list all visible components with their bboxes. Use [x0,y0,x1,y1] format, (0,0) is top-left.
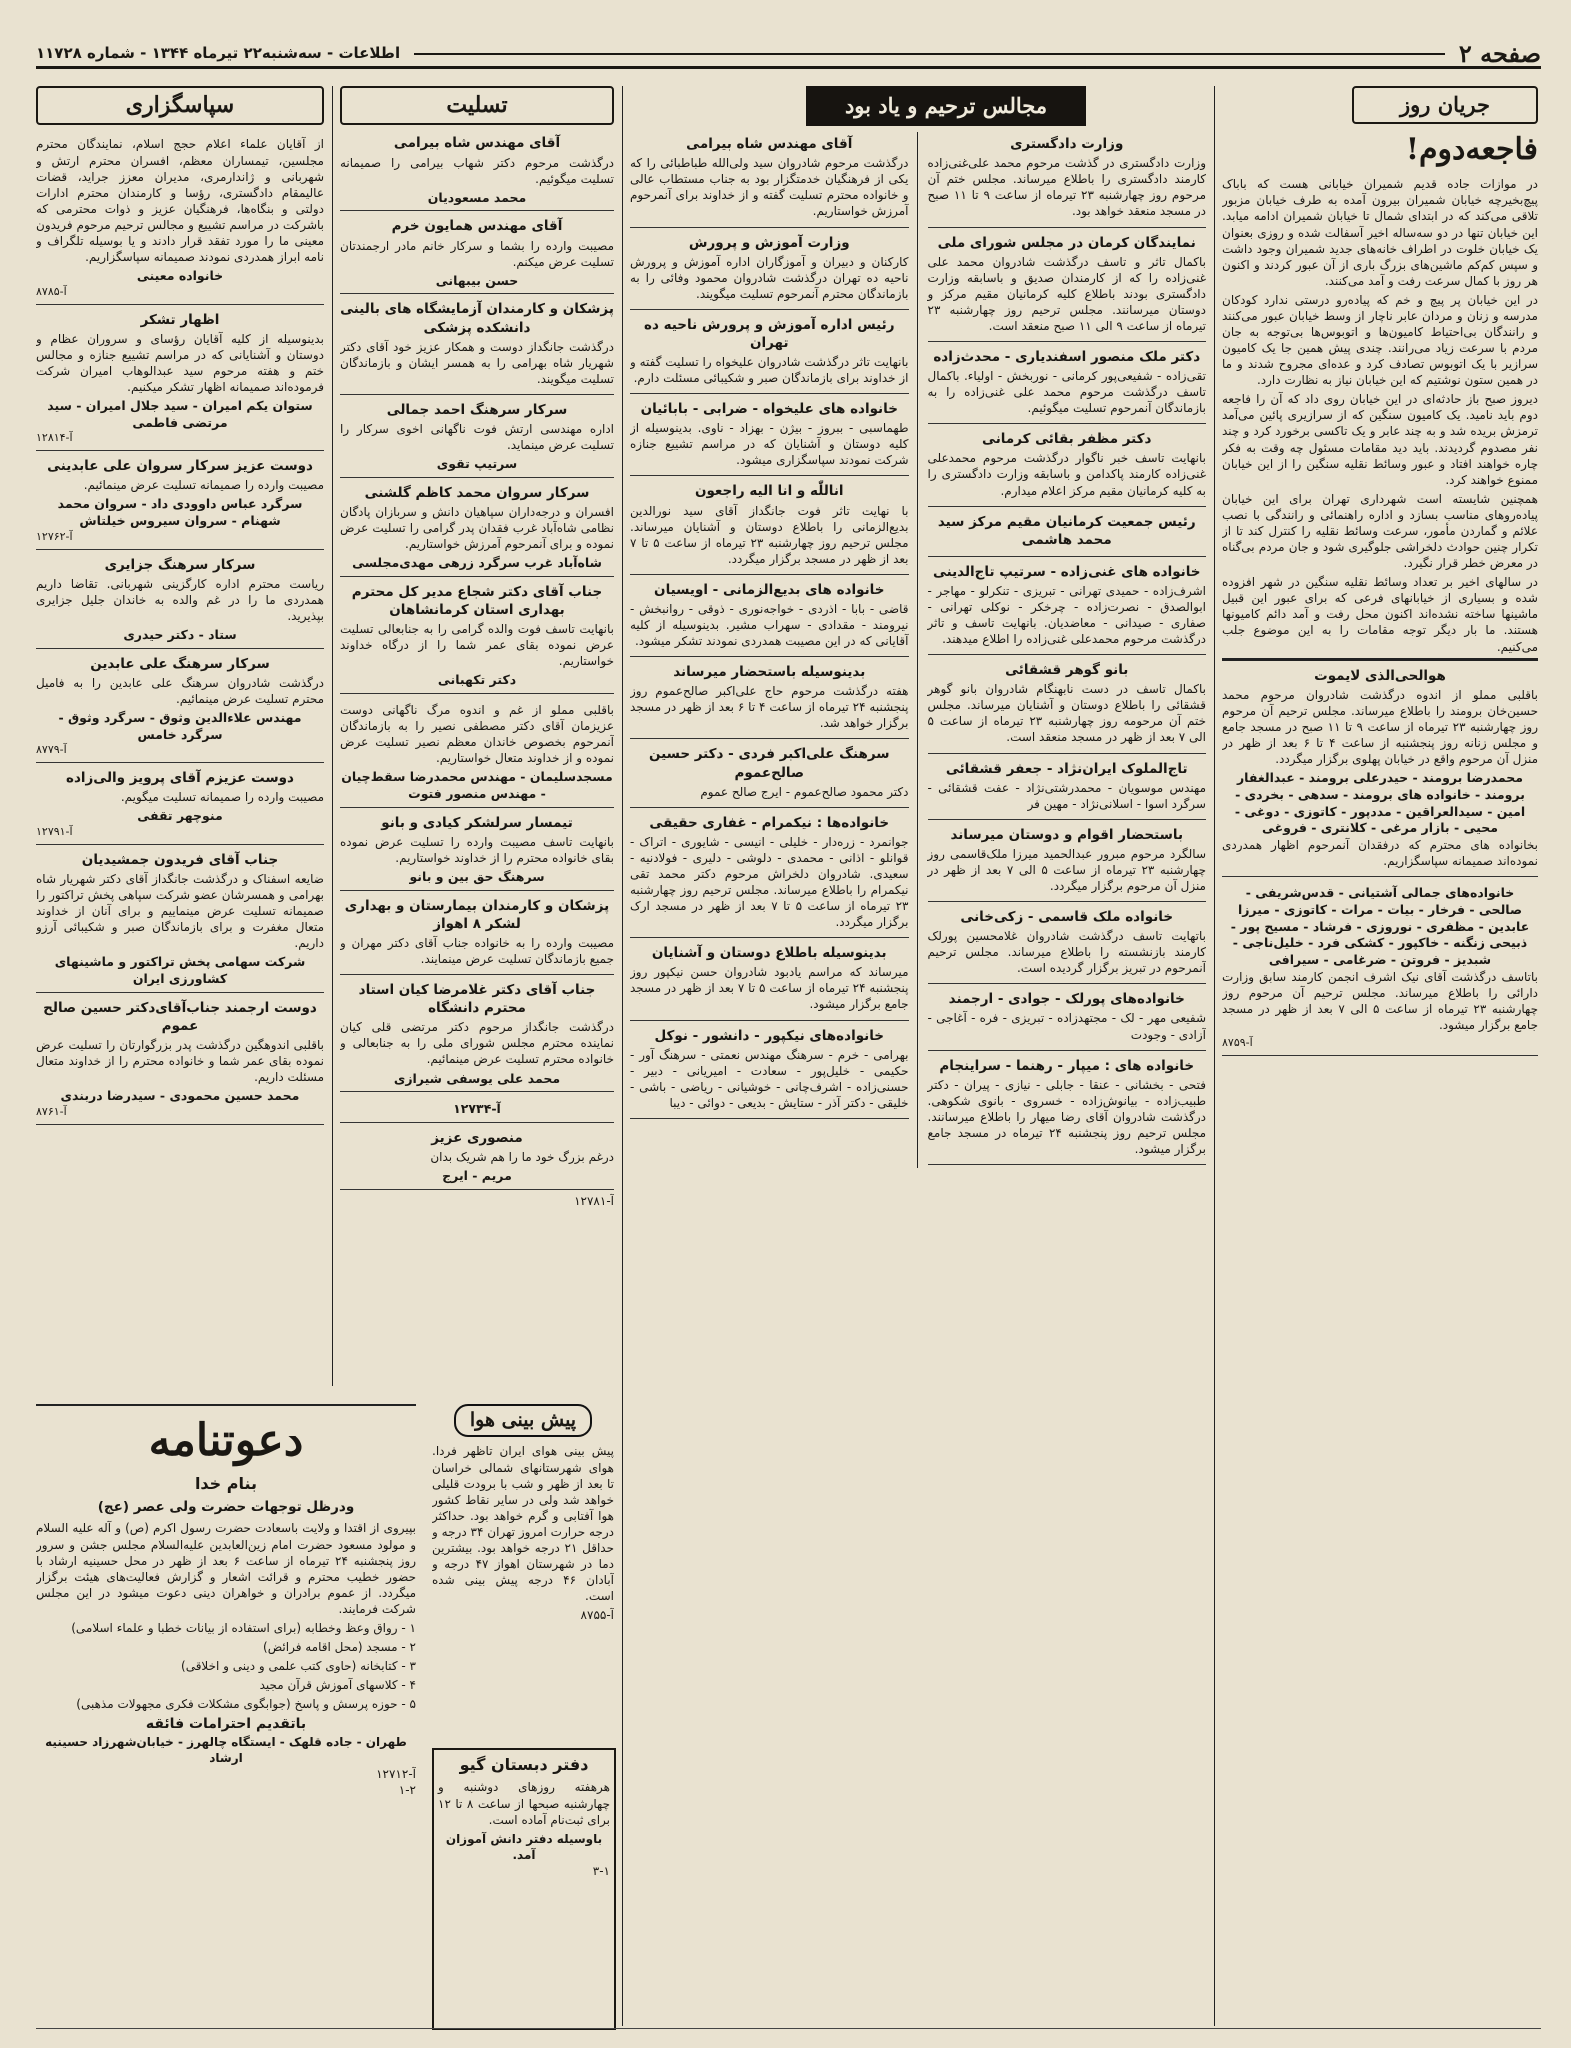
entry-text: بانهایت تاسف فوت والده گرامی را به جنابعالی تسلیت عرض نموده بقای عمر شما را از درگاه خداوند خواستاریم. [340,622,614,669]
weather-forecast [432,1404,614,1734]
memorial-entry [928,1054,1207,1165]
condolence-entry [340,398,614,478]
condolence-entry [340,978,614,1092]
entry-title: نمایندگان کرمان در مجلس شورای ملی [937,234,1196,251]
thanks-entry [36,553,324,649]
entry-signature: محمد حسین محمودی - سیدرضا دربندی [60,1088,300,1104]
entry-title: پزشکان و کارمندان بیمارستان و بهداری لشکر ۸ اهواز [344,897,610,932]
memorial-entry [928,905,1207,984]
entry-title: دوست ارجمند جناب‌آقای‌دکتر حسین صالح عموم [43,999,317,1034]
editorial-headline: فاجعه‌دوم! [1405,132,1538,168]
weather-text: پیش بینی هوای ایران تاظهر فردا. هوای شهرستانهای شمالی خراسان تا بعد از ظهر و شب با برودت قلیلی خواهد شد ولی در سایر نقاط کشور هوا آفتابی و گرم خواهد بود. حداکثر درجه حرارت امروز تهران ۳۴ درجه و حداقل ۲۱ درجه خواهد بود. بیشترین دما در شهرستان اهواز ۴۷ درجه و آبادان ۴۶ درجه پیش بینی شده است. [432,1444,614,1604]
memorial-entry [630,660,909,739]
editorial-paragraph: در سالهای اخیر بر تعداد وسائط نقلیه سنگین در شهر افزوده شده و بسیاری از خیابانهای فرعی که برای عبور این قبیل ماشینها ساخته نشده‌اند اکنون محل رفت و آمد دائم کامیونها هستند. ما بار دیگر توجه مقامات را به این موضوع جلب می‌کنیم. [1222,575,1538,654]
entry-text: بانهایت تاسف مصیبت وارده را تسلیت عرض نموده بقای خانواده محترم را از خداوند خواستاریم. [340,834,614,865]
entry-text: باقلبی مملو از غم و اندوه مرگ ناگهانی دوست عزیزمان آقای دکتر مصطفی نصیر را به بازماندگان آنمرحوم بخصوص خاندان معظم نصیر تسلیت عرض نموده و از خداوند متعال خواستاریم. [340,703,614,766]
entry-signature: منوچهر تقفی [137,808,223,824]
memorial-entry [630,742,909,807]
ad-code: آ-۱۲۷۱۲ [376,1767,416,1782]
entry-signature: خانواده معینی [136,268,224,284]
condolence-entry [340,1126,614,1190]
page-masthead [36,40,1541,69]
invitation-list-item: ۲ - مسجد (محل اقامه فرائض) [263,1640,416,1655]
page-number: صفحه ۲ [1458,38,1541,68]
entry-text: جوانمرد - زره‌دار - خلیلی - انیسی - شایوری - اتراک - قوانلو - اذانی - محمدی - دلوشی - دلیری - فولادنیه - سعیدی. شادروان دلخراش مرحوم دکتر محمد تقی نیکمرام را باطلاع میرساند. مجلس ترحیم روز چهارشنبه ۲۳ تیرماه از ساعت ۵ تا ۷ بعد از ظهر در مسجد ارک برگزار میگردد. [630,834,909,930]
weather-title: پیش بینی هوا [454,1404,592,1437]
ad-code: آ-۸۷۵۹ [1222,1036,1253,1050]
memorial-entry [928,823,1207,902]
entry-text: با نهایت تاثر فوت جانگداز آقای سید نورالدین بدیع‌الزمانی را باطلاع دوستان و آشنایان میرساند. مجلس ترحیم روز چهارشنبه ۲۳ تیرماه از ساعت ۵ تا ۷ بعد از ظهر در مسجد برگزار میگردد. [630,503,909,566]
ad-text: هرهفته روزهای دوشنبه و چهارشنبه صبحها از ساعت ۸ تا ۱۲ برای ثبت‌نام آماده است. [438,1780,610,1827]
entry-text: اشرف‌زاده - حمیدی تهرانی - تبریزی - تنکرلو - مهاجر - ابوالصدق - نصرت‌زاده - چرخکر - نوکلی تهرانی - صفاری - صیدانی - معاضدیان. بانهایت تاسف و تاثر درگذشت مرحوم محمدعلی غنی‌زاده را اطلاع میدهند. [927,583,1206,647]
memorial-entry [630,811,909,939]
entry-text: بهرامی - خرم - سرهنگ مهندس نعمتی - سرهنگ آور - حکیمی - خلیل‌پور - سعادت - امیریانی - دبیر - حسنی‌زاده - اشرف‌چانی - خوشیانی - ریاضی - باشی - خلیقی - دکتر آذر - ستایش - بدیعی - دوائی - دیبا [630,1047,909,1110]
entry-signature: محمد مسعودیان [427,189,527,205]
invitation-text: بپیروی از اقتدا و ولایت باسعادت حضرت رسول اکرم (ص) و آله علیه السلام و مولود مسعود حضرت امام زین‌العابدین علیه‌السلام مجلس جشن و سرور روز پنجشنبه ۲۴ تیرماه از ساعت ۶ بعد از ظهر در محل حسینیه ارشاد با حضور خطیب محترم و قرائت اشعار و گزارش فعالیت‌های هیئت برگزار میگردد. از عموم برادران و خواهران دینی دعوت میشود در این مجلس شرکت فرمایند. [36,1521,416,1616]
notice-signature: محمدرضا برومند - حیدرعلی برومند - عبدالغفار برومند - خانواده های برومند - سدهی - بخردی - امین - سیدالعراقین - مددپور - کاتوزی - دوغی - محیی - بازار مرغی - کلانتری - فروغی [1234,770,1526,836]
entry-title: آقای مهندس شاه بیرامی [393,135,561,152]
entry-text: هفته درگذشت مرحوم حاج علی‌اکبر صالح‌عموم روز پنجشنبه ۲۴ تیرماه از ساعت ۴ تا ۶ بعد از ظهر در مسجد برگزار خواهد شد. [630,684,909,731]
entry-title: دوست عزیز سرکار سروان علی عابدینی [47,458,313,475]
entry-signature: سرگرد عباس داوودی داد - سروان محمد شهنام - سروان سیروس خیلتاش [57,496,303,529]
entry-signature: شرکت سهامی پخش تراکتور و ماشینهای کشاورزی ایران [54,954,306,986]
entry-text: بانهایت تاثر درگذشت شادروان علیخواه را تسلیت گفته و از خداوند برای بازماندگان صبر و شکیبائی مسئلت دارم. [630,354,909,386]
thanks-box [36,86,324,125]
entry-signature: مسجدسلیمان - مهندس محمدرضا سقط‌چیان - مهندس منصور فتوت [341,769,613,802]
entry-text: قاضی - بابا - اذردی - خواجه‌نوری - ذوقی - روانبخش - نیرومند - مقدادی - سهراب مشیر. بدینوسیله از کلیه آقایانی که در این مصیبت همدردی نمودند تشکر میشود. [630,601,909,649]
entry-signature: مهندس علاءالدین وثوق - سرگرد وثوق - سرگرد خامس [58,709,302,742]
memorials-banner: مجالس ترحیم و یاد بود [806,86,1086,126]
notice-text: باقلبی مملو از اندوه درگذشت شادروان مرحوم محمد حسین‌خان برومند را باطلاع میرساند. مجلس ترحیم آن مرحوم روز چهارشنبه ۲۳ تیرماه از ساعت ۹ تا ۱۱ صبح در مسجد جامع و مجلس زنانه روز پنجشنبه از ساعت ۴ تا ۶ بعد از ظهر در منزل آن مرحوم واقع در خیابان پهلوی برگزار میگردد. [1222,687,1538,766]
entry-text: باقلبی اندوهگین درگذشت پدر بزرگوارتان را تسلیت عرض نموده بقای عمر شما و خانواده محترم را از خداوند متعال مسئلت داریم. [36,1037,324,1085]
entry-title: باستحضار اقوام و دوستان میرساند [950,826,1184,843]
entry-signature: ستاد - دکتر حیدری [123,626,237,642]
memorial-entry [928,757,1207,820]
ad-code: آ-۱۲۷۶۲ [36,529,73,543]
column-divider [622,86,623,2026]
entry-text: وزارت دادگستری در گذشت مرحوم محمد علی‌غنی‌زاده کارمند دادگستری را باطلاع میرساند. مجلس ختم آن مرحوم روز چهارشنبه ۲۳ تیرماه از ساعت ۹ تا ۱۱ صبح در مسجد منعقد خواهد بود. [927,156,1206,219]
condolence-entry [340,1095,614,1123]
entry-title: اناللّٰه و انا الیه راجعون [694,483,844,500]
condolence-entry [340,894,614,975]
condolence-entry [340,811,614,891]
editorial-paragraph: در موازات جاده قدیم شمیران خیابانی هست که باباک پیچ‌بخیرچه خیابان شمیران بیرون آمده به طرف خیابان مزبور تلاقی می‌کند که در ابتدای شمال تا خیابان شمیران ادامه میابد. این خیابان تنها در دو سه‌ساله اخیر آسفالت شده و روزی بعنوان یک خیابان خلوت در اطراف خانه‌های جدید شمیران وجود داشت و سپس کم‌کم ماشین‌های بزرگ باری از آن عبور کردند و اکنون هر روز با کمال سرعت رفت و آمد می‌کنند. [1222,177,1538,288]
entry-signature: مریم - ایرج [442,1168,512,1184]
entry-signature: حسن بیبهانی [435,272,519,288]
condolence-entry [340,297,614,394]
entry-title: وزارت دادگستری [1010,136,1124,153]
entry-text: مصیبت وارده را به خانواده جناب آقای دکتر مهران و جمیع بازماندگان تسلیت عرض مینمایند. [340,935,614,967]
entry-title: سرکار سرهنگ احمد جمالی [386,401,568,418]
entry-title: وزارت آموزش و پرورش [688,234,850,251]
memorial-entry [928,560,1207,655]
entry-title: سرکار سرهنگ جزایری [104,556,256,573]
entry-text: سالگرد مرحوم مبرور عبدالحمید میرزا ملک‌قاسمی روز چهارشنبه ۲۳ تیرماه از ساعت ۵ الی ۷ بعد از ظهر در منزل آن مرحوم برگزار میگردد. [927,846,1206,894]
entry-signature: دکتر تکهبانی [437,672,517,688]
invitation-signature: باتقدیم احترامات فائقه [145,1716,307,1733]
entry-text: ریاست محترم اداره کارگزینی شهربانی. تقاضا داریم همدردی ما را در غم والده به خاندان جلیل جزایری بپذیرید. [36,576,324,623]
entry-text: کارکنان و دبیران و آموزگاران اداره آموزش و پرورش ناحیه ده تهران درگذشت شادروان محمود وفائی را به بازماندگان محترم آنمرحوم تسلیت میگویند. [630,254,909,301]
school-ad [432,1748,616,2030]
invitation-bismillah: بنام خدا [194,1473,258,1493]
ad-code: آ-۸۷۷۹ [36,743,67,757]
memorial-entry [928,987,1207,1050]
entry-title: خانواده های بدیع‌الزمانی - اویسیان [654,581,885,598]
memorial-entry [928,345,1207,424]
editorial-paragraph: در این خیابان پر پیچ و خم که پیاده‌رو درستی ندارد کودکان مدرسه و زنان و مردان عابر ناچار از وسط خیابان عبور می‌کنند و رانندگان بی‌احتیاط کامیون‌ها و اتوبوس‌ها بی‌توجه به جان مردم با سرعت زیاد می‌رانند. چندی پیش همین جا یک کامیون سرازیر با یک اتوبوس تصادف کرد و عده‌ای مجروح شدند و ما در همین ستون نوشتیم که این خیابان نیاز به نظارت دارد. [1222,292,1538,388]
notice-text: باتاسف درگذشت آقای نیک اشرف انجمن کارمند سابق وزارت دارائی را باطلاع میرساند. مجلس ترحیم آن مرحوم روز چهارشنبه ۲۳ تیرماه از ساعت ۵ الی ۷ بعد از ظهر در مسجد جامع برگزار میشود. [1222,969,1538,1033]
entry-title: سرکار سروان محمد کاظم گلشنی [364,484,590,501]
entry-title: خانواده‌های پورلک - جوادی - ارجمند [948,991,1185,1008]
entry-text: درگذشت جانگداز دوست و همکار عزیز خود آقای دکتر شهریار شاه بهرامی را به همسر ایشان و بازماندگان تسلیت میگویند. [340,339,614,386]
entry-title: خانواده ملک قاسمی - زکی‌خانی [960,909,1174,926]
entry-title: پزشکان و کارمندان آزمایشگاه های بالینی دانشکده پزشکی [340,301,614,336]
ad-code: ۱-۲ [398,1783,416,1798]
invitation-title: دعوتنامه [148,1415,304,1466]
entry-title: بانو گوهر قشقائی [1005,662,1129,679]
column-current-affairs [1222,86,1538,2026]
entry-title: آقای مهندس همایون خرم [391,218,563,235]
entry-text: درگذشت جانگداز مرحوم دکتر مرتضی قلی کیان نماینده محترم مجلس شورای ملی را به جنابعالی و خانواده محترم تسلیت عرض مینمائیم. [340,1020,614,1067]
entry-text: بانهایت تاسف خبر ناگوار درگذشت مرحوم محمدعلی غنی‌زاده کارمند پاکدامن و باسابقه وزارت دادگستری را به کلیه کرمانیان مقیم مرکز اعلام میدارم. [927,451,1206,498]
entry-title: بدینوسیله باستحضار میرساند [673,664,866,681]
entry-title: بدینوسیله باطلاع دوستان و آشنایان [651,945,887,962]
invitation-list-item: ۴ - کلاسهای آموزش قرآن مجید [259,1678,416,1693]
entry-title: دکتر مظفر بقائی کرمانی [982,431,1152,448]
entry-signature: محمد علی یوسفی شیرازی [393,1070,561,1086]
entry-title: جناب آقای دکتر شجاع مدیر کل محترم بهداری استان کرمانشاهان [351,583,603,618]
entry-title: دکتر ملک منصور اسفندیاری - محدث‌زاده [933,348,1201,365]
memorial-entry [928,427,1207,506]
thanks-entry [36,848,324,993]
memorials-left-column [630,132,918,1168]
entry-title: رئیس جمعیت کرمانیان مقیم مرکز سید محمد هاشمی [937,513,1196,548]
memorial-entry [630,313,909,394]
entry-text: مهندس موسویان - محمدرشتی‌نژاد - عفت قشقائی - سرگرد اسوا - اسلانی‌نژاد - مهین فر [927,780,1206,811]
entry-text: شفیعی مهر - لک - مجتهدزاده - تبریزی - فره - آغاجی - آزادی - وجودت [927,1011,1206,1042]
entry-title: سرهنگ علی‌اکبر فردی - دکتر حسین صالح‌عموم [648,746,890,781]
memorial-entry [630,941,909,1020]
notice-signature: خانواده‌های جمالی آشتیانی - قدس‌شریفی - صالحی - فرخار - بیات - مرات - کاتوزی - میرزا عابدین - مظفری - نوروزی - فرشاد - مسیح پور - ذبیحی زنگنه - خاکپور - کشکی فرد - خلیل‌ناجی - شبدیز - فروتن - ضرغامی - سیرافی [1230,885,1530,968]
thanks-entry [36,308,324,452]
entry-text: تقی‌زاده - شفیعی‌پور کرمانی - نوربخش - اولیاء. باکمال تاسف درگذشت مرحوم محمد علی غنی‌زاده را به بازماندگان آنمرحوم تسلیت میگوئیم. [927,369,1206,416]
entry-signature: آ-۱۲۷۳۴ [453,1101,501,1117]
memorials-right-column [928,132,1207,1168]
entry-text: باتهایت تاسف درگذشت شادروان غلامحسین پورلک کارمند بازنشسته را باطلاع میرساند. مجلس ترحیم آنمرحوم در تبریز برگزار گردیده است. [927,929,1206,976]
ad-title: دفتر دبستان گیو [459,1755,589,1774]
entry-title: اظهار تشکر [140,311,220,328]
entry-signature: شاه‌آباد غرب سرگرد زرهی مهدی‌مجلسی [352,555,602,571]
current-affairs-title: جریان روز [1400,92,1490,117]
column-condolences [340,86,614,1386]
current-affairs-box [1352,86,1538,124]
memorial-entry [928,510,1207,557]
entry-title: خانواده های علیخواه - ضرابی - بابائیان [640,401,898,418]
condolence-entry [340,131,614,211]
ad-code: آ-۱۲۸۱۴ [36,431,73,445]
condolence-entry [340,697,614,808]
entry-text: مصیبت وارده را بشما و سرکار خانم مادر ارجمندتان تسلیت عرض میکنم. [340,238,614,269]
thanks-entry [36,766,324,845]
editorial-paragraph: دیروز صبح باز حادثه‌ای در این خیابان روی داد که آن را فاجعه دوم باید نامید. یک کامیون سنگین که از سرازیری پائین می‌آمد ترمزش بریده شد و به چند عابر و یک تاکسی برخورد کرد و چند نفر مصدوم گردیدند. باید دید مقامات مسئول چه وقت به فکر چاره خواهند افتاد و عبور وسائط نقلیه سنگین را از این خیابان ممنوع خواهند کرد. [1222,392,1538,487]
entry-text: از آقایان علماء اعلام حجج اسلام، نمایندگان محترم مجلسین، تیمساران معظم، افسران محترم ارتش و شهربانی و ژاندارمری، مدیران معزز جراید، قضات عالیمقام دادگستری، رؤسا و کارمندان محترم ادارات دولتی و بنگاه‌ها، فرهنگیان عزیز و ذوات محترمی که باشرکت در مراسم تشییع و مجالس ترحیم مرحوم فریدون معینی ما را مورد تفقد قرار دادند و یا بوسیله تلگراف و نامه ابراز همدردی نمودند صمیمانه سپاسگزاریم. [36,137,324,265]
entry-title: جناب آقای فریدون جمشیدیان [81,851,279,868]
issue-info: اطلاعات - سه‌شنبه۲۲ تیرماه ۱۳۴۴ - شماره ۱۱۷۲۸ [36,44,401,62]
thanks-entry [36,454,324,549]
column-thanks [36,86,324,1386]
entry-title: آقای مهندس شاه بیرامی [686,136,853,153]
memorial-entry [928,231,1207,342]
entry-text: باکمال تاثر و تاسف درگذشت شادروان محمد علی غنی‌زاده را که از کارمندان صدیق و باسابقه وزارت دادگستری بودند باطلاع کلیه کرمانیان مقیم مرکز و دوستان میرسانند. مجلس ترحیم روز چهارشنبه ۲۳ تیرماه از ساعت ۹ الی ۱۱ صبح منعقد است. [927,254,1206,333]
entry-text: طهماسبی - ببروز - بیژن - بهزاد - ناوی. بدینوسیله از کلیه دوستان و آشنایان که در مراسم تشییع جنازه شرکت نمودند سپاسگزاری میشود. [630,421,909,468]
entry-text: افسران و درجه‌داران سپاهیان دانش و سربازان پادگان نظامی شاه‌آباد غرب فقدان پدر گرامی را تسلیت عرض نموده و برای آنمرحوم آمرزش خواستاریم. [340,504,614,552]
entry-title: خانواده های غنی‌زاده - سرتیپ تاج‌الدینی [932,563,1201,580]
masthead-rule [414,53,1445,55]
entry-title: دوست عزیزم آقای پرویز والی‌زاده [66,770,294,787]
ad-code: آ-۸۷۸۵ [36,284,67,298]
notice-tail: بخانواده های محترم که درفقدان آنمرحوم اظهار همدردی نموده‌اند صمیمانه سپاسگزاریم. [1222,838,1538,869]
entry-title: سرکار سرهنگ علی عابدین [90,655,270,672]
entry-text: ضایعه اسفناک و درگذشت جانگداز آقای دکتر شهریار شاه بهرامی و همسرشان عضو شرکت سپاهی پخش تراکتور را صمیمانه تسلیت عرض مینماییم و برای آنان از خداوند متعال مغفرت و برای بازماندگان صبر و شکیبائی آرزو داریم. [36,871,324,951]
entry-signature: سرهنگ حق بین و بانو [409,869,545,885]
memorial-entry [630,397,909,476]
column-divider [332,86,333,1386]
memorials-grid [630,132,1206,1168]
condolence-title: تسلیت [446,92,508,118]
memorial-entry [630,578,909,657]
entry-signature: ستوان یکم امیران - سید جلال امیران - سید مرتضی فاطمی [47,397,313,430]
invitation-address: طهران - جاده قلهک - ایستگاه چالهرز - خیابان‌شهرزاد حسینیه ارشاد [45,1735,407,1766]
entry-title: خانواده‌ها : نیکمرام - غفاری حقیقی [649,814,890,831]
thanks-entry [36,131,324,304]
column-divider [1214,86,1215,2026]
ad-code: آ-۱۲۷۸۱ [574,1193,614,1208]
entry-text: درگذشت مرحوم دکتر شهاب بیرامی را صمیمانه تسلیت میگوئیم. [340,155,614,186]
ad-code: آ-۱۲۷۹۱ [36,825,73,839]
thanks-entry [36,996,324,1125]
invitation [36,1404,416,2024]
entry-title: تاج‌الملوک ایران‌نژاد - جعفر قشقائی [945,760,1188,777]
obituary-notice [1222,880,1538,1056]
entry-title: جناب آقای دکتر غلامرضا کیان استاد محترم دانشگاه [358,982,596,1017]
entry-text: مصیبت وارده را صمیمانه تسلیت عرض مینمائیم. [83,478,324,493]
entry-text: باکمال تاسف در دست نابهنگام شادروان بانو گوهر قشقائی را باطلاع دوستان و آشنایان میرساند. مجلس ختم آن مرحومه روز چهارشنبه ۲۳ تیرماه از ساعت ۵ الی ۷ بعد از ظهر در مسجد منعقد است. [927,682,1206,745]
invitation-heading: ودرظل توجهات حضرت ولی عصر (عج) [97,1499,355,1516]
invitation-list-item: ۳ - کتابخانه (حاوی کتب علمی و دینی و اخلاقی) [181,1659,416,1674]
memorial-entry [928,658,1207,753]
thanks-title: سپاسگزاری [125,92,235,118]
column-memorials [630,86,1206,2026]
entry-title: منصوری عزیز [431,1130,523,1147]
entry-text: درگذشت مرحوم شادروان سید ولی‌الله طباطبائی را که یکی از فرهنگیان خدمتگزار بود به جناب مستطاب عالی و خانواده محترم تسلیت گفته و از خداوند برای آنمرحوم آمرزش خواستاریم. [630,156,909,219]
entry-text: بدینوسیله از کلیه آقایان رؤسای و سروران عظام و دوستان و آشنایانی که در مراسم تشییع جنازه و مجالس ختم و هفته مرحوم سید عبدالوهاب امیران شرکت فرموده‌اند صمیمانه اظهار تشکر میکنیم. [36,331,324,394]
entry-text: مصیبت وارده را صمیمانه تسلیت میگویم. [120,790,324,805]
thanks-entry [36,652,324,763]
editorial-paragraph: همچنین شایسته است شهرداری تهران برای این خیابان پیاده‌روهای مناسب بسازد و اداره راهنمائی و رانندگی با نصب علائم و گماردن مأمور، سرعت وسائط نقلیه را کنترل کند تا از تکرار چنین حوادث دلخراشی جلوگیری شود و جان مردم بی‌گناه در معرض خطر قرار نگیرد. [1222,491,1538,571]
entry-title: تیمسار سرلشکر کیادی و بانو [381,814,573,831]
page-bottom-rule [36,2028,1541,2029]
entry-text: فتحی - بخشانی - عنقا - جابلی - نیازی - پیران - دکتر طبیب‌زاده - بیانوش‌زاده - خسروی - بانوی شکوهی. درگذشت شادروان آقای رضا میهار را باطلاع میرسانند. مجلس ترحیم روز پنجشنبه ۲۴ تیرماه در مسجد جامع برگزار میشود. [927,1077,1206,1157]
notice-title: هوالحی‌الذی لایموت [1314,667,1446,684]
invitation-list-item: ۵ - حوزه پرسش و پاسخ (جوابگوی مشکلات فکری مجهولات مذهبی) [76,1697,416,1712]
condolence-entry [340,580,614,694]
condolence-box [340,86,614,125]
memorial-entry [630,479,909,574]
memorial-entry [928,132,1207,227]
entry-signature: سرتیپ تقوی [436,456,518,472]
entry-text: درگذشت شادروان سرهنگ علی عابدین را به فامیل محترم تسلیت عرض مینمائیم. [36,675,324,706]
memorial-entry [630,231,909,310]
entry-title: خانواده‌های نیکپور - دانشور - نوکل [654,1027,885,1044]
entry-text: اداره مهندسی ارتش فوت ناگهانی اخوی سرکار را تسلیت عرض مینماید. [340,421,614,452]
entry-text: میرساند که مراسم یادبود شادروان حسن نیکپور روز پنجشنبه ۲۴ تیرماه از ساعت ۵ تا ۷ بعد از ظهر در مسجد جامع برگزار میشود. [630,965,909,1012]
ad-code: آ-۸۷۶۱ [36,1104,67,1118]
memorial-entry [630,1024,909,1119]
obituary-notice [1222,658,1538,878]
ad-code: آ-۸۷۵۵ [580,1608,614,1623]
entry-title: خانواده های : میپار - رهنما - سراینجام [939,1057,1195,1074]
weather-header [432,1404,614,1437]
condolence-entry [340,214,614,294]
ad-signature: باوسیله دفتر دانش آموزان آمد. [445,1831,603,1862]
memorial-entry [630,132,909,227]
entry-text: درغم بزرگ خود ما را هم شریک بدان [430,1150,614,1165]
entry-title: رئیس اداره آموزش و پرورش ناحیه ده تهران [643,316,895,351]
invitation-list-item: ۱ - رواق وعظ وخطابه (برای استفاده از بیانات خطبا و علماء اسلامی) [71,1620,416,1635]
ad-code: ۳-۱ [592,1863,610,1878]
condolence-entry [340,481,614,577]
entry-text: دکتر محمود صالح‌عموم - ایرج صالح عموم [700,784,909,799]
